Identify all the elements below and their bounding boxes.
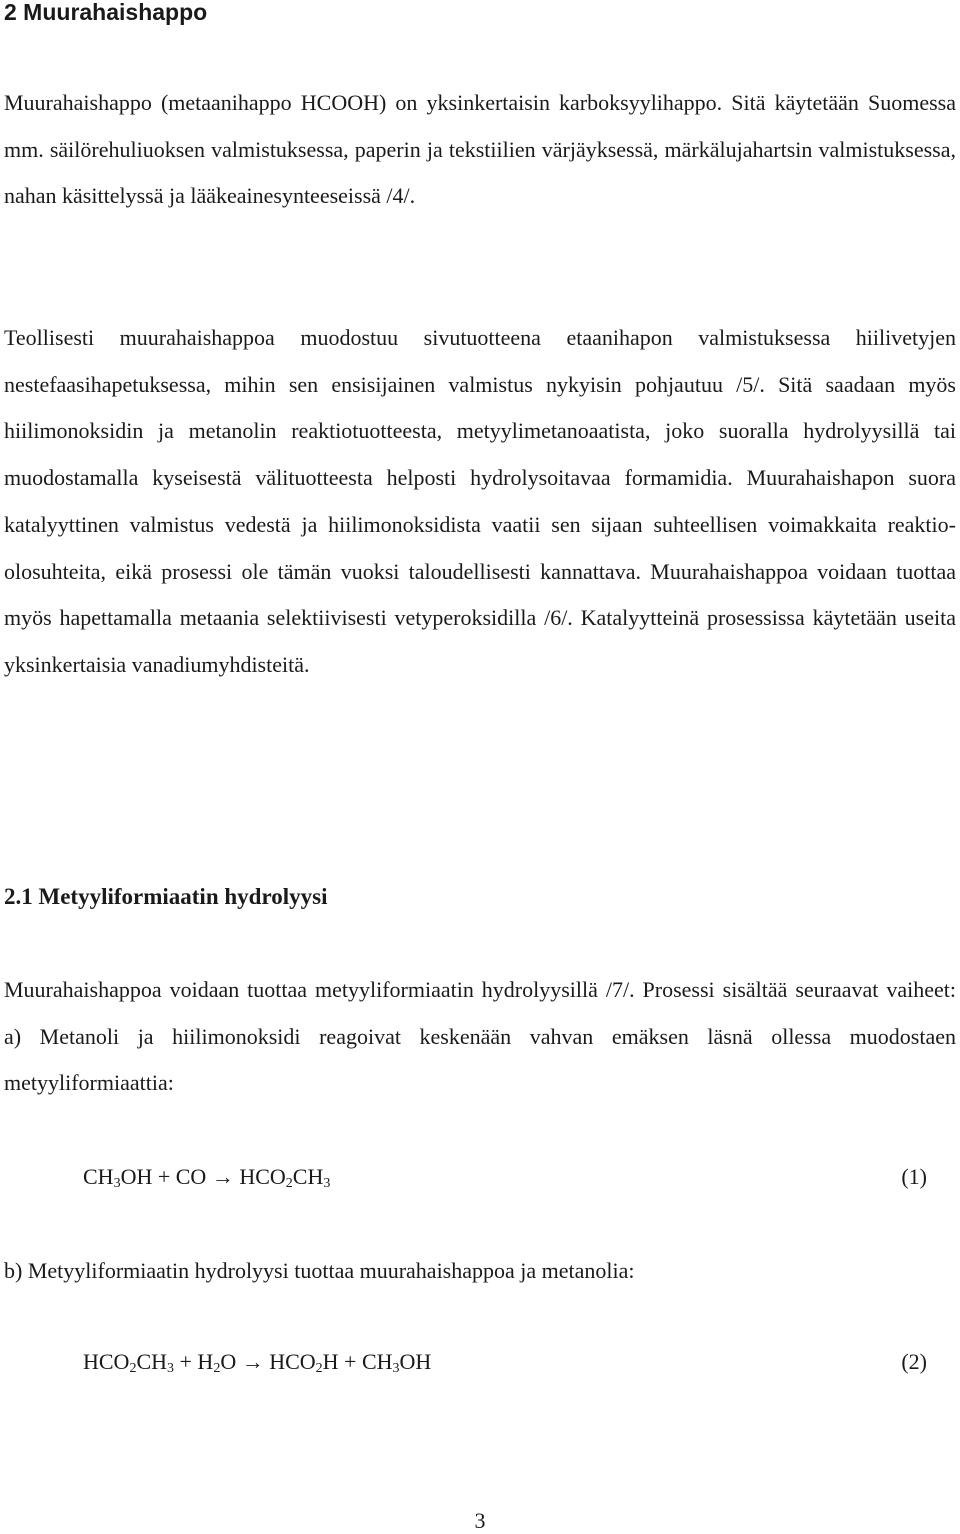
paragraph-hydrolysis-step-b: b) Metyyliformiaatin hydrolyysi tuottaa muurahaishappoa ja metanolia: (4, 1258, 635, 1283)
paragraph-industrial-production: Teollisesti muurahaishappoa muodostuu sivutuotteena etaanihapon valmistuksessa hiilivetyjen nestefaasihapetuksessa, mihin sen ensisijainen valmistus nykyisin pohjautuu /5/. Sitä saadaan myös hiilimonoksidin ja metanolin reaktiotuotteesta, metyylimetanoaatista, joko suoralla hydrolyysillä tai muodostamalla kyseisestä välituotteesta helposti hydrolysoitavaa formamidia. Muurahaishapon suora katalyyttinen valmistus vedestä ja hiilimonoksidista vaatii sen sijaan suhteellisen voimakkaita reaktio-olosuhteita, eikä prosessi ole tämän vuoksi taloudellisesti kannattava. Muurahaishappoa voidaan tuottaa myös hapettamalla metaania selektiivisesti vetyperoksidilla /6/. Katalyytteinä prosessissa käytetään useita yksinkertaisia vanadiumyhdisteitä. (4, 325, 956, 677)
paragraph-hydrolysis-intro: Muurahaishappoa voidaan tuottaa metyyliformiaatin hydrolyysillä /7/. Prosessi sisältää seuraavat vaiheet: a) Metanoli ja hiilimonoksidi reagoivat keskenään vahvan emäksen läsnä ollessa muodostaen metyyliformiaattia: (4, 977, 956, 1096)
section-heading: 2.1 Metyyliformiaatin hydrolyysi (4, 884, 328, 909)
page-number: 3 (474, 1508, 486, 1533)
equation-2-number: (2) (901, 1349, 927, 1374)
equation-1-formula: $CH_3OH$ + CO → $HCO_2CH_3$ (83, 1164, 331, 1191)
chapter-heading: 2 Muurahaishappo (4, 0, 208, 25)
paragraph-intro: Muurahaishappo (metaanihappo HCOOH) on yksinkertaisin karboksyylihappo. Sitä käytetään Suomessa mm. säilörehuliuoksen valmistuksessa, paperin ja tekstiilien värjäyksessä, märkälujahartsin valmistuksessa, nahan käsittelyssä ja lääkeainesynteeseissä /4/. (4, 90, 956, 209)
reaction-arrow-icon: → (241, 1349, 264, 1374)
equation-1 (83, 1162, 927, 1192)
reaction-arrow-icon: → (211, 1164, 234, 1189)
equation-2-formula: $HCO_2CH_3 + H_2O \to HCO_2H + CH_3OH$ (83, 1349, 432, 1376)
equation-1-number: (1) (901, 1164, 927, 1189)
equation-2 (83, 1347, 927, 1377)
